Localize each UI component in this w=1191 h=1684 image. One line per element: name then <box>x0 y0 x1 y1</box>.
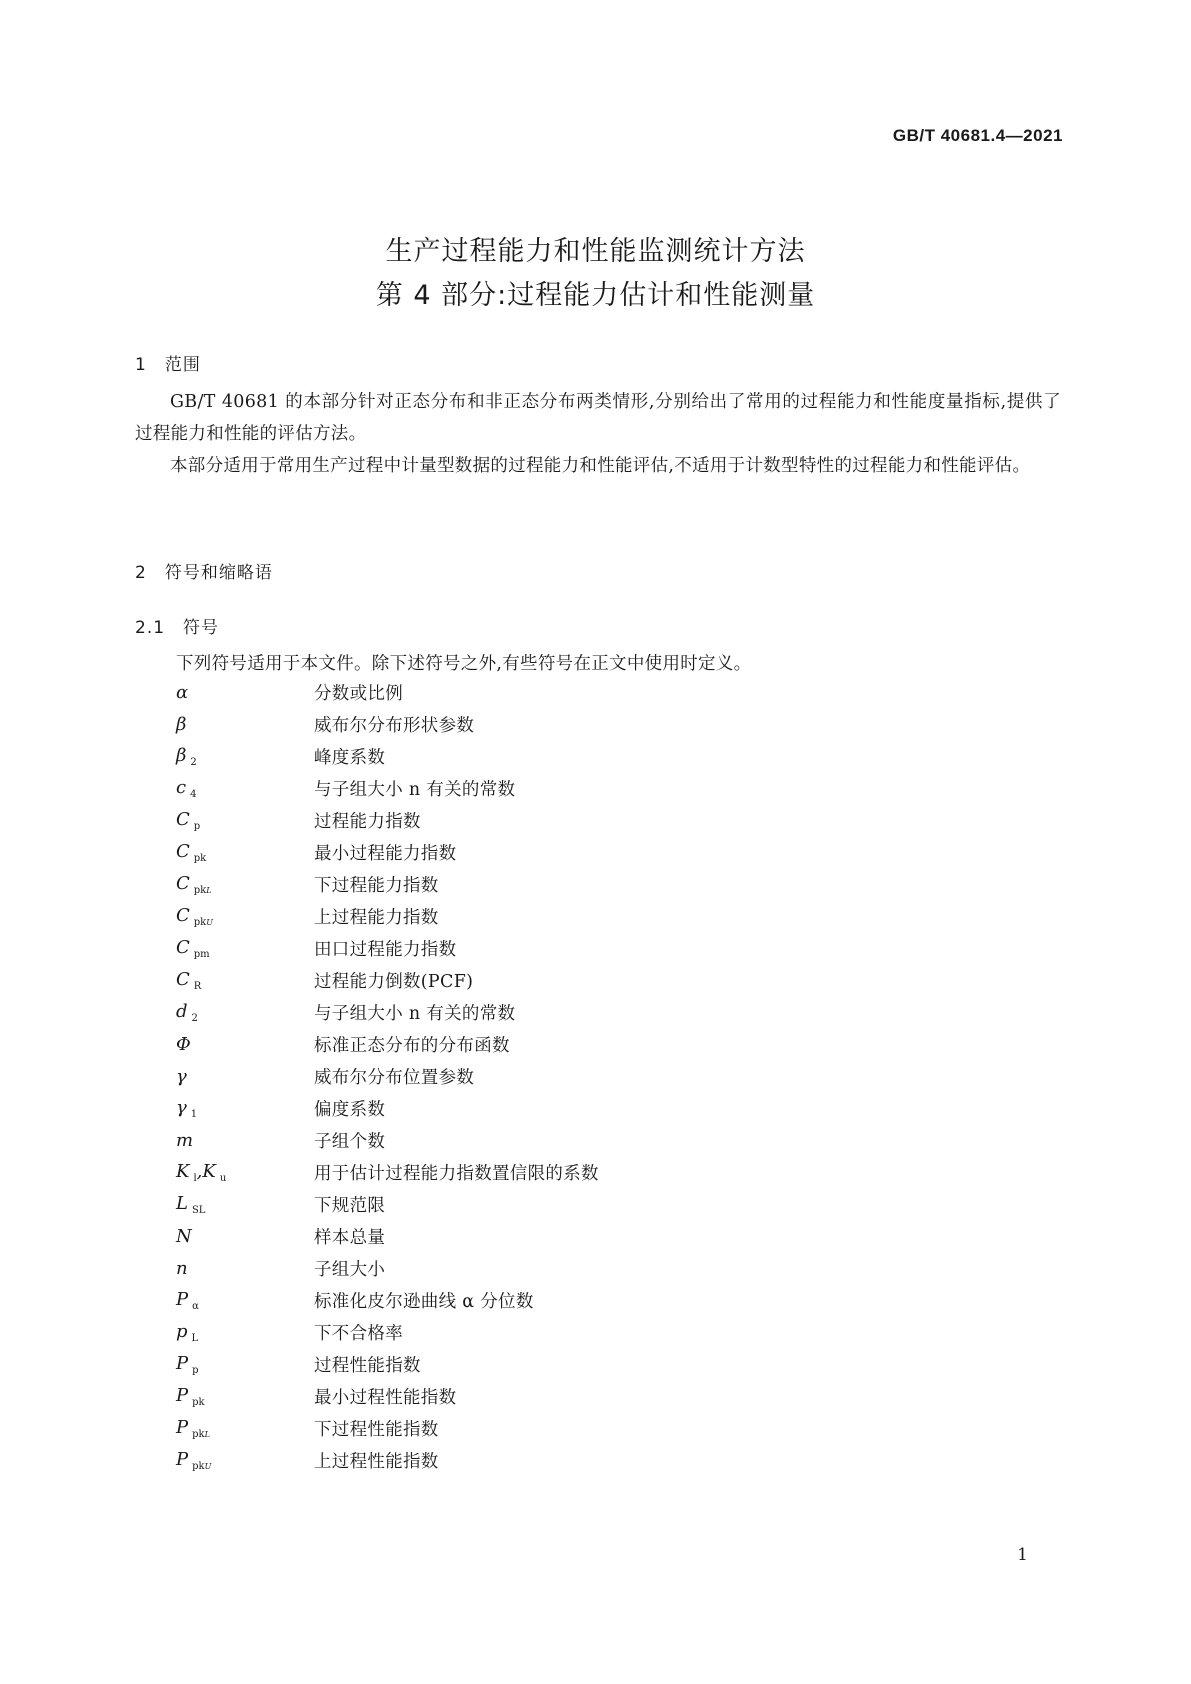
symbol-description: 样本总量 <box>314 1227 386 1248</box>
symbol-main: K <box>176 1160 190 1182</box>
symbol-description: 与子组大小 n 有关的常数 <box>314 1003 516 1024</box>
symbol-row <box>176 1284 1036 1316</box>
symbol-main: d <box>176 1000 188 1022</box>
symbol <box>176 1034 314 1055</box>
symbol-description: 下过程性能指数 <box>314 1419 439 1440</box>
section-number: 2.1 <box>135 618 166 638</box>
symbol-subscript-text: α <box>192 1300 199 1312</box>
symbol-subscript <box>192 1397 204 1408</box>
symbol-description: 威布尔分布形状参数 <box>314 715 475 736</box>
symbol-row <box>176 964 1036 996</box>
symbol-row <box>176 1028 1036 1060</box>
symbol-main: n <box>176 1257 188 1279</box>
scope-paragraph-2: 本部分适用于常用生产过程中计量型数据的过程能力和性能评估,不适用于计数型特性的过程能力和性能评估。 <box>170 456 1031 476</box>
symbol-row <box>176 1348 1036 1380</box>
symbol-description: 最小过程能力指数 <box>314 843 457 864</box>
section-1-heading <box>135 350 201 375</box>
symbol-subscript <box>192 1333 199 1344</box>
symbol-main: P <box>176 1288 189 1310</box>
symbol-subscript <box>194 917 213 928</box>
symbol-main: L <box>176 1192 188 1214</box>
symbol-subscript-variant: L <box>204 1429 210 1439</box>
symbol-subscript-variant: U <box>204 1461 212 1471</box>
symbol <box>176 1001 314 1024</box>
symbol-main: C <box>176 968 190 990</box>
symbol-subscript-text: pk <box>193 884 207 896</box>
symbol <box>176 714 314 735</box>
symbol <box>176 1321 314 1344</box>
symbol-subscript <box>192 1301 199 1312</box>
symbol-row <box>176 1316 1036 1348</box>
symbol-description: 上过程性能指数 <box>314 1451 439 1472</box>
symbol-row <box>176 1220 1036 1252</box>
symbol <box>176 905 314 928</box>
symbol <box>176 1066 314 1087</box>
symbol-description: 标准正态分布的分布函数 <box>314 1035 510 1056</box>
symbol-description: 过程能力指数 <box>314 811 421 832</box>
symbol-row <box>176 1380 1036 1412</box>
symbol <box>176 1130 314 1151</box>
symbol <box>176 1097 314 1120</box>
symbol-description: 子组个数 <box>314 1131 386 1152</box>
symbol-row <box>176 708 1036 740</box>
symbol-row <box>176 836 1036 868</box>
section-number: 1 <box>135 355 147 375</box>
symbol-row <box>176 740 1036 772</box>
symbol-subscript-text: 2 <box>190 756 197 768</box>
symbol-description: 分数或比例 <box>314 683 403 704</box>
symbol-subscript-variant: L <box>206 885 212 895</box>
symbol <box>176 809 314 832</box>
symbol <box>176 745 314 768</box>
symbol-main: P <box>176 1448 189 1470</box>
symbol-row <box>176 868 1036 900</box>
symbol-subscript <box>190 757 196 768</box>
symbol-row <box>176 1188 1036 1220</box>
symbol-description: 与子组大小 n 有关的常数 <box>314 779 516 800</box>
section-2-1-heading <box>135 613 219 638</box>
symbol-description: 过程能力倒数(PCF) <box>314 971 474 992</box>
symbol <box>176 1417 314 1440</box>
symbol-row <box>176 804 1036 836</box>
symbol-subscript-variant: U <box>206 917 213 927</box>
symbol-row <box>176 1444 1036 1476</box>
section-number: 2 <box>135 563 147 583</box>
symbol-subscript-text: R <box>193 980 202 992</box>
symbol-row <box>176 1412 1036 1444</box>
page-number: 1 <box>1017 1545 1028 1565</box>
symbol-description: 下过程能力指数 <box>314 875 439 896</box>
symbol-row <box>176 676 1036 708</box>
symbol-subscript <box>192 1365 198 1376</box>
symbol-list <box>176 676 1036 1476</box>
symbol-subscript <box>194 853 206 864</box>
symbol-row <box>176 1252 1036 1284</box>
symbol-main: Φ <box>176 1033 191 1055</box>
symbol-subscript-text: pk <box>193 852 207 864</box>
symbol <box>176 1161 314 1184</box>
symbol <box>176 682 314 703</box>
symbol-description: 威布尔分布位置参数 <box>314 1067 475 1088</box>
scope-paragraph-1: GB/T 40681 的本部分针对正态分布和非正态分布两类情形,分别给出了常用的过程能力和性能度量指标,提供了过程能力和性能的评估方法。 <box>135 392 1061 444</box>
symbol-subscript-text: 1 <box>190 1108 198 1120</box>
symbol-main: c <box>176 776 187 798</box>
symbol-subscript-text: p <box>192 1364 199 1376</box>
title-line-2: 第 4 部分:过程能力估计和性能测量 <box>375 280 816 311</box>
symbol-subscript-text: pk <box>192 1428 205 1440</box>
symbol <box>176 1449 314 1472</box>
symbol <box>176 777 314 800</box>
section-title: 符号和缩略语 <box>164 563 273 583</box>
symbol-subscript <box>192 1461 211 1472</box>
symbol-main: m <box>176 1129 194 1151</box>
symbol-main: C <box>176 808 190 830</box>
symbol <box>176 1353 314 1376</box>
symbols-intro: 下列符号适用于本文件。除下述符号之外,有些符号在正文中使用时定义。 <box>176 654 752 674</box>
symbol-description: 标准化皮尔逊曲线 α 分位数 <box>314 1291 534 1312</box>
symbol-subscript-text: p <box>193 820 201 832</box>
title-line-1: 生产过程能力和性能监测统计方法 <box>385 236 806 267</box>
symbol-main: C <box>176 872 190 894</box>
symbol-subscript-text: pm <box>193 948 210 960</box>
symbol-subscript-text: pk <box>192 1460 205 1472</box>
symbol-main: p <box>176 1320 188 1342</box>
symbol-subscript <box>192 1205 206 1216</box>
document-title <box>0 230 1191 318</box>
symbol <box>176 873 314 896</box>
symbol-description: 用于估计过程能力指数置信限的系数 <box>314 1163 599 1184</box>
symbol-main: P <box>176 1352 189 1374</box>
symbol-subscript <box>192 1429 210 1440</box>
symbol-description: 峰度系数 <box>314 747 386 768</box>
symbol <box>176 969 314 992</box>
symbol <box>176 1226 314 1247</box>
symbol-main: C <box>176 936 190 958</box>
symbol-subscript <box>191 1109 197 1120</box>
symbol-main: γ <box>176 1096 187 1118</box>
symbol <box>176 1385 314 1408</box>
symbol <box>176 937 314 960</box>
symbol-main: P <box>176 1416 189 1438</box>
symbol-row <box>176 1124 1036 1156</box>
symbol-subscript-text: pk <box>192 1396 205 1408</box>
section-title: 符号 <box>183 618 220 638</box>
symbol-main: α <box>176 681 189 703</box>
symbol-subscript-text: 2 <box>191 1012 198 1024</box>
symbol-description: 下规范限 <box>314 1195 386 1216</box>
symbol-subscript-text: L <box>191 1332 199 1344</box>
symbol-subscript <box>194 981 202 992</box>
symbol-subscript <box>192 1013 198 1024</box>
symbol-description: 最小过程性能指数 <box>314 1387 457 1408</box>
symbol-main-2: ,K <box>196 1160 216 1182</box>
section-2-heading <box>135 558 273 583</box>
standard-code: GB/T 40681.4—2021 <box>892 126 1063 145</box>
symbol-subscript <box>194 821 200 832</box>
symbol-subscript-2: u <box>219 1172 227 1184</box>
symbol-description: 田口过程能力指数 <box>314 939 457 960</box>
symbol-description: 过程性能指数 <box>314 1355 421 1376</box>
symbol <box>176 1289 314 1312</box>
symbol-row <box>176 996 1036 1028</box>
symbol-description: 下不合格率 <box>314 1323 403 1344</box>
symbol-row <box>176 900 1036 932</box>
symbol-description: 子组大小 <box>314 1259 386 1280</box>
symbol-row <box>176 772 1036 804</box>
section-title: 范围 <box>164 355 201 375</box>
symbol-main: P <box>176 1384 189 1406</box>
symbol-row <box>176 932 1036 964</box>
symbol <box>176 1258 314 1279</box>
symbol-main: β <box>176 713 187 735</box>
symbol-row <box>176 1092 1036 1124</box>
symbol-main: N <box>176 1225 192 1247</box>
symbol-description: 上过程能力指数 <box>314 907 439 928</box>
symbol-description: 偏度系数 <box>314 1099 386 1120</box>
symbol-main: β <box>176 744 187 766</box>
symbol-subscript-text: SL <box>191 1204 206 1216</box>
symbol-main: γ <box>176 1065 187 1087</box>
symbol-row <box>176 1060 1036 1092</box>
symbol-subscript-text: pk <box>193 916 207 928</box>
symbol <box>176 841 314 864</box>
symbol-main: C <box>176 840 190 862</box>
symbol-subscript-text: l <box>193 1172 197 1184</box>
symbol-row <box>176 1156 1036 1188</box>
symbol-subscript <box>190 789 196 800</box>
symbol-subscript <box>194 949 210 960</box>
symbol-main: C <box>176 904 190 926</box>
symbol-subscript <box>194 885 212 896</box>
symbol-subscript-text: 4 <box>190 788 197 800</box>
symbol <box>176 1193 314 1216</box>
